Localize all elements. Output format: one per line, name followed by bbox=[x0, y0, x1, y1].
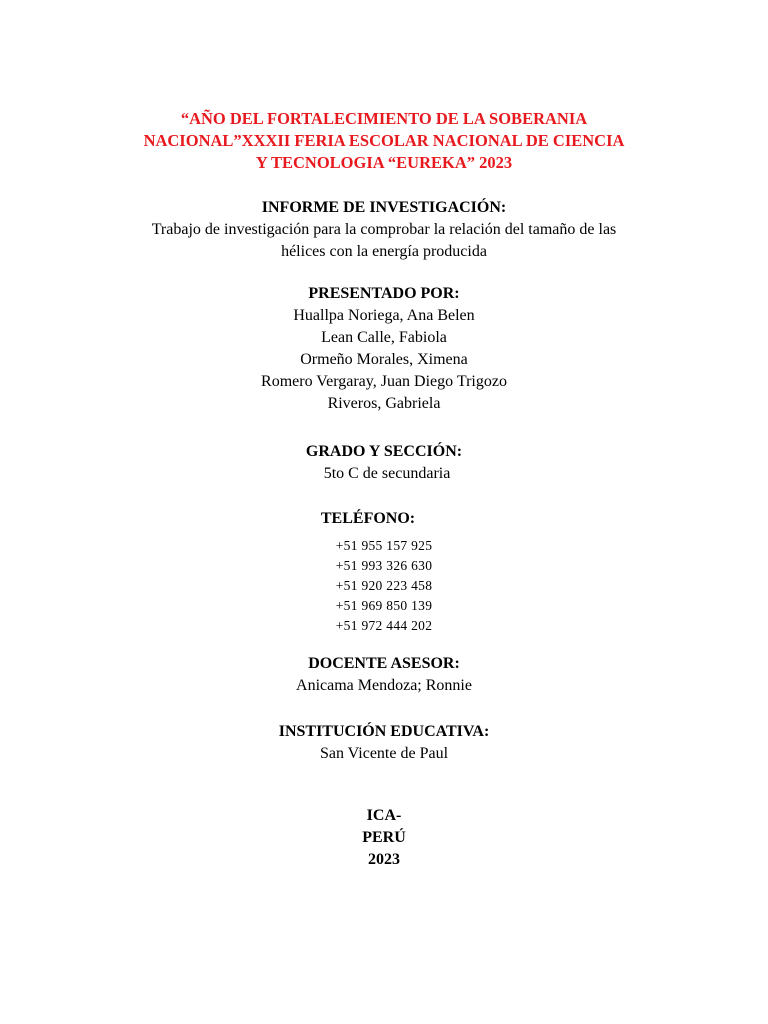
event-title-line-1: “AÑO DEL FORTALECIMIENTO DE LA SOBERANIA bbox=[180, 109, 588, 128]
report-description-line-2: hélices con la energía producida bbox=[281, 243, 487, 260]
phone-number: +51 993 326 630 bbox=[335, 558, 433, 573]
institution-name: San Vicente de Paul bbox=[319, 745, 449, 762]
advisor-name: Anicama Mendoza; Ronnie bbox=[296, 677, 472, 694]
grade-section bbox=[0, 441, 768, 485]
phone-number: +51 955 157 925 bbox=[335, 538, 433, 553]
report-heading: INFORME DE INVESTIGACIÓN: bbox=[261, 199, 507, 216]
advisor-section bbox=[0, 653, 768, 697]
grade-heading: GRADO Y SECCIÓN: bbox=[305, 443, 463, 460]
author-name: Romero Vergaray, Juan Diego Trigozo bbox=[261, 373, 507, 390]
advisor-heading: DOCENTE ASESOR: bbox=[308, 655, 460, 672]
phone-number: +51 969 850 139 bbox=[335, 598, 433, 613]
author-name: Lean Calle, Fabiola bbox=[321, 329, 447, 346]
grade-value: 5to C de secundaria bbox=[323, 465, 451, 482]
phone-number: +51 972 444 202 bbox=[335, 618, 433, 633]
event-title bbox=[0, 108, 768, 174]
phone-number: +51 920 223 458 bbox=[335, 578, 433, 593]
footer-city: ICA- bbox=[366, 807, 402, 824]
author-name: Riveros, Gabriela bbox=[327, 395, 441, 412]
author-name: Huallpa Noriega, Ana Belen bbox=[293, 307, 475, 324]
phone-heading: TELÉFONO: bbox=[320, 510, 416, 527]
footer-year: 2023 bbox=[368, 851, 400, 868]
event-title-line-3: Y TECNOLOGIA “EUREKA” 2023 bbox=[255, 153, 513, 172]
phone-section bbox=[0, 508, 752, 636]
institution-heading: INSTITUCIÓN EDUCATIVA: bbox=[278, 723, 490, 740]
report-description-line-1: Trabajo de investigación para la comprobar la relación del tamaño de las bbox=[151, 221, 617, 238]
presented-by-section bbox=[0, 283, 768, 415]
location-footer bbox=[0, 805, 768, 871]
event-title-line-2: NACIONAL”XXXII FERIA ESCOLAR NACIONAL DE CIENCIA bbox=[143, 131, 625, 150]
presented-by-heading: PRESENTADO POR: bbox=[308, 285, 460, 302]
footer-country: PERÚ bbox=[362, 829, 406, 846]
institution-section bbox=[0, 721, 768, 765]
author-name: Ormeño Morales, Ximena bbox=[300, 351, 468, 368]
report-section bbox=[0, 197, 768, 263]
